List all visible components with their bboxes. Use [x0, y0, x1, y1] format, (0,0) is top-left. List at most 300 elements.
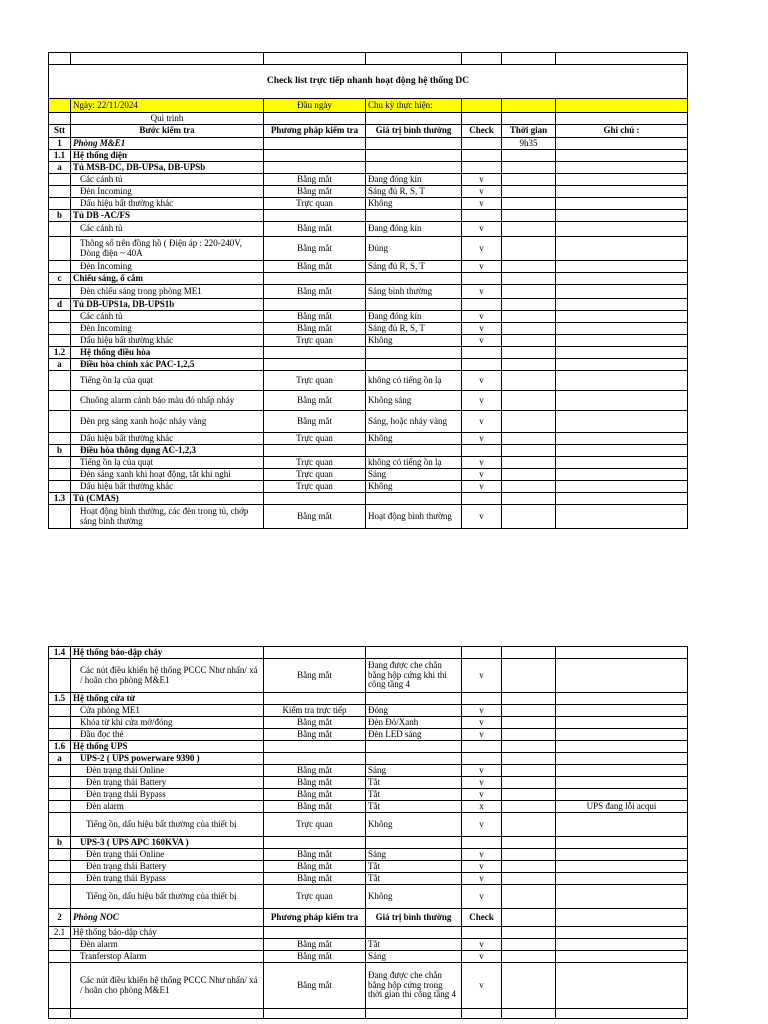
cell-time	[502, 391, 556, 411]
cell-check	[462, 162, 502, 174]
cell-time	[502, 222, 556, 237]
cell-stt	[49, 873, 71, 885]
cell-method: Bằng mắt	[264, 801, 366, 813]
cell-check	[462, 837, 502, 849]
cell-method: Bằng mắt	[264, 939, 366, 951]
cell-stt: 1	[49, 138, 71, 150]
document-title: Check list trực tiếp nhanh hoạt động hệ thống DC	[49, 65, 688, 99]
cell-note	[556, 717, 688, 729]
cell-time	[502, 150, 556, 162]
cell-time	[502, 347, 556, 359]
cell-check	[462, 138, 502, 150]
cell-step: Dấu hiệu bất thường khác	[71, 481, 264, 493]
cell-note	[556, 210, 688, 222]
cell-stt	[49, 285, 71, 299]
cell-check: v	[462, 481, 502, 493]
cell-note	[556, 873, 688, 885]
cell-method	[264, 138, 366, 150]
cell-time	[502, 411, 556, 433]
cell-time	[502, 777, 556, 789]
cell-note	[556, 729, 688, 741]
cell-note	[556, 273, 688, 285]
cell-check: v	[462, 411, 502, 433]
cell-note: UPS đang lỗi acqui	[556, 801, 688, 813]
cell-method: Bằng mắt	[264, 729, 366, 741]
cell-stt	[49, 885, 71, 909]
table-row	[49, 433, 688, 445]
cell-note	[556, 813, 688, 837]
cell-note	[556, 849, 688, 861]
table-row	[49, 885, 688, 909]
cell-check: v	[462, 729, 502, 741]
cell-time	[502, 433, 556, 445]
cell-normal: Tắt	[366, 801, 462, 813]
cell-normal	[366, 493, 462, 505]
table-row	[49, 481, 688, 493]
cell-time	[502, 765, 556, 777]
table-row	[49, 717, 688, 729]
table-row	[49, 162, 688, 174]
cell-step: Các cánh tủ	[71, 174, 264, 186]
cell-step: Tủ DB-UPS1a, DB-UPS1b	[71, 299, 264, 311]
cell-stt: 1.2	[49, 347, 71, 359]
column-header-row	[49, 125, 688, 138]
cell-time	[502, 162, 556, 174]
cell-stt: a	[49, 162, 71, 174]
cell-check: v	[462, 885, 502, 909]
cell-stt	[49, 323, 71, 335]
header-note: Ghi chú :	[556, 125, 688, 138]
cell-method: Trực quan	[264, 457, 366, 469]
cell-time	[502, 909, 556, 927]
cell-check	[462, 693, 502, 705]
cell-method: Kiểm tra trực tiếp	[264, 705, 366, 717]
cell-time	[502, 505, 556, 529]
cell-stt	[49, 335, 71, 347]
cell-time	[502, 335, 556, 347]
cell-normal: Sáng bình thường	[366, 285, 462, 299]
cell-normal: không có tiếng ồn lạ	[366, 457, 462, 469]
cell-method: Bằng mắt	[264, 174, 366, 186]
cell-step: Tiếng ồn lạ của quạt	[71, 457, 264, 469]
cell-step: Đèn trạng thái Online	[71, 849, 264, 861]
table-row	[49, 505, 688, 529]
cell-normal: không có tiếng ồn lạ	[366, 371, 462, 391]
cell-time	[502, 371, 556, 391]
cell-stt: c	[49, 273, 71, 285]
cell-note	[556, 371, 688, 391]
cell-note	[556, 411, 688, 433]
cell-time	[502, 963, 556, 1009]
cell-time	[502, 873, 556, 885]
table-row	[49, 951, 688, 963]
cell-normal: Hoạt động bình thường	[366, 505, 462, 529]
cell-step: Hệ thống điều hòa	[71, 347, 264, 359]
cell-time	[502, 705, 556, 717]
cell-check: v	[462, 457, 502, 469]
cell-stt: 1.3	[49, 493, 71, 505]
cell-stt	[49, 311, 71, 323]
cell-normal	[366, 359, 462, 371]
cell-normal: Không	[366, 885, 462, 909]
checklist-table-page-2	[48, 646, 688, 1019]
header-normal-value: Giá trị bình thường	[366, 125, 462, 138]
cell-normal: Sáng	[366, 469, 462, 481]
cell-note	[556, 505, 688, 529]
cell-check: Check	[462, 909, 502, 927]
cell-check: v	[462, 939, 502, 951]
cell-method	[264, 445, 366, 457]
cell-check: v	[462, 705, 502, 717]
cell-time	[502, 198, 556, 210]
cell-step: UPS-3 ( UPS APC 160KVA )	[71, 837, 264, 849]
cell-time	[502, 659, 556, 693]
table-row	[49, 789, 688, 801]
table-row	[49, 873, 688, 885]
table-row	[49, 347, 688, 359]
cell-method	[264, 273, 366, 285]
header-method: Phương pháp kiểm tra	[264, 125, 366, 138]
cell-time	[502, 299, 556, 311]
cell-method	[264, 493, 366, 505]
table-row	[49, 261, 688, 273]
cell-method: Bằng mắt	[264, 849, 366, 861]
cell-note	[556, 927, 688, 939]
cell-normal: Không sáng	[366, 391, 462, 411]
table-row	[49, 311, 688, 323]
cell-stt	[49, 186, 71, 198]
table-row	[49, 765, 688, 777]
table-row	[49, 963, 688, 1009]
cell-stt: b	[49, 445, 71, 457]
cell-method	[264, 753, 366, 765]
cell-method: Bằng mắt	[264, 861, 366, 873]
cell-time	[502, 237, 556, 261]
cell-note	[556, 323, 688, 335]
cell-method	[264, 647, 366, 659]
cell-step: Tủ DB -AC/FS	[71, 210, 264, 222]
cell-method: Bằng mắt	[264, 963, 366, 1009]
cell-normal: Tắt	[366, 777, 462, 789]
table-row	[49, 813, 688, 837]
cell-check	[462, 753, 502, 765]
table-row	[49, 693, 688, 705]
cell-note	[556, 347, 688, 359]
cell-note	[556, 753, 688, 765]
cell-note	[556, 861, 688, 873]
cell-time	[502, 285, 556, 299]
table-row	[49, 659, 688, 693]
cell-stt	[49, 222, 71, 237]
cell-method: Bằng mắt	[264, 285, 366, 299]
cell-stt	[49, 411, 71, 433]
cell-check	[462, 445, 502, 457]
cell-step: Chiếu sáng, ổ cắm	[71, 273, 264, 285]
cell-stt	[49, 261, 71, 273]
table-row	[49, 849, 688, 861]
cell-method: Phương pháp kiểm tra	[264, 909, 366, 927]
cell-note	[556, 693, 688, 705]
cell-step: Các nút điều khiển hệ thống PCCC Như nhấn/ xả / hoãn cho phòng M&E1	[71, 659, 264, 693]
cell-step: Đèn prg sáng xanh hoặc nháy vàng	[71, 411, 264, 433]
cell-method: Bằng mắt	[264, 311, 366, 323]
cell-normal	[366, 138, 462, 150]
cell-step: Đèn trạng thái Battery	[71, 861, 264, 873]
table-row	[49, 445, 688, 457]
cell-method: Trực quan	[264, 885, 366, 909]
cell-check: v	[462, 237, 502, 261]
cell-stt	[49, 433, 71, 445]
table-row	[49, 753, 688, 765]
cell-stt: 2	[49, 909, 71, 927]
cell-check: v	[462, 174, 502, 186]
cell-check: v	[462, 813, 502, 837]
cell-normal	[366, 647, 462, 659]
cell-time	[502, 186, 556, 198]
cell-check: v	[462, 789, 502, 801]
cell-normal: Đóng	[366, 705, 462, 717]
cell-step: Cửa phòng ME1	[71, 705, 264, 717]
cell-note	[556, 741, 688, 753]
table-row	[49, 729, 688, 741]
table-row	[49, 741, 688, 753]
cell-method	[264, 299, 366, 311]
cell-time	[502, 729, 556, 741]
cell-normal: Không	[366, 481, 462, 493]
cell-check	[462, 273, 502, 285]
cell-method	[264, 162, 366, 174]
cell-time	[502, 273, 556, 285]
cell-stt: d	[49, 299, 71, 311]
cell-normal: Tắt	[366, 789, 462, 801]
cell-time	[502, 174, 556, 186]
cell-step: Dấu hiệu bất thường khác	[71, 335, 264, 347]
cell-note	[556, 138, 688, 150]
cell-check: v	[462, 717, 502, 729]
cell-normal	[366, 299, 462, 311]
cell-normal	[366, 150, 462, 162]
cell-method: Bằng mắt	[264, 873, 366, 885]
table-row	[49, 210, 688, 222]
cell-note	[556, 445, 688, 457]
header-check: Check	[462, 125, 502, 138]
cell-stt: a	[49, 753, 71, 765]
cell-note	[556, 335, 688, 347]
cell-note	[556, 705, 688, 717]
cell-stt	[49, 481, 71, 493]
cell-stt	[49, 705, 71, 717]
cell-note	[556, 659, 688, 693]
cell-check: v	[462, 951, 502, 963]
table-row	[49, 647, 688, 659]
table-row	[49, 469, 688, 481]
cell-step: Điều hòa chính xác PAC-1,2,5	[71, 359, 264, 371]
cell-stt	[49, 963, 71, 1009]
cell-normal: Sáng	[366, 951, 462, 963]
cell-note	[556, 789, 688, 801]
cell-time	[502, 1009, 556, 1019]
cell-stt	[49, 174, 71, 186]
cell-method: Bằng mắt	[264, 505, 366, 529]
cell-step: Đèn Incoming	[71, 186, 264, 198]
table-row	[49, 777, 688, 789]
table-row	[49, 939, 688, 951]
cell-check: v	[462, 659, 502, 693]
cell-step: Chuông alarm cảnh báo màu đỏ nhấp nháy	[71, 391, 264, 411]
cell-stt	[49, 1009, 71, 1019]
blank-top-row	[49, 53, 688, 65]
cell-stt	[49, 659, 71, 693]
cell-stt	[49, 861, 71, 873]
cell-check: v	[462, 765, 502, 777]
date-row	[49, 99, 688, 113]
cell-method: Bằng mắt	[264, 789, 366, 801]
table-row	[49, 198, 688, 210]
cell-step: Hoạt động bình thường, các đèn trong tủ, chớp sáng bình thường	[71, 505, 264, 529]
cell-method: Bằng mắt	[264, 765, 366, 777]
cell-normal: Giá trị bình thường	[366, 909, 462, 927]
cell-check: v	[462, 198, 502, 210]
checklist-table-page-1	[48, 52, 688, 529]
cell-step: Các cánh tủ	[71, 311, 264, 323]
cell-note	[556, 186, 688, 198]
cell-stt	[49, 777, 71, 789]
cell-check: v	[462, 777, 502, 789]
cell-check: v	[462, 222, 502, 237]
cell-method	[264, 1009, 366, 1019]
cell-stt	[49, 789, 71, 801]
cell-note	[556, 647, 688, 659]
cell-note	[556, 285, 688, 299]
cell-method	[264, 150, 366, 162]
cell-time	[502, 457, 556, 469]
cell-normal	[366, 347, 462, 359]
cell-step: Hệ thống báo-dập cháy	[71, 927, 264, 939]
table-row	[49, 222, 688, 237]
cell-stt	[49, 951, 71, 963]
cell-step: Dấu hiệu bất thường khác	[71, 198, 264, 210]
cell-check: v	[462, 849, 502, 861]
cell-normal: Không	[366, 813, 462, 837]
cell-time	[502, 849, 556, 861]
cell-normal: Đang đóng kín	[366, 174, 462, 186]
cell-method: Bằng mắt	[264, 237, 366, 261]
cell-check	[462, 210, 502, 222]
cell-normal: Tắt	[366, 939, 462, 951]
cell-check: v	[462, 285, 502, 299]
cell-check: v	[462, 469, 502, 481]
cell-normal: Đúng	[366, 237, 462, 261]
header-time: Thời gian	[502, 125, 556, 138]
cell-step: Đèn trạng thái Battery	[71, 777, 264, 789]
cell-time	[502, 789, 556, 801]
cell-step: Khóa từ khi cửa mở/đóng	[71, 717, 264, 729]
cell-method: Trực quan	[264, 469, 366, 481]
cell-step: Các cánh tủ	[71, 222, 264, 237]
cell-note	[556, 493, 688, 505]
cell-check: v	[462, 335, 502, 347]
table-row	[49, 801, 688, 813]
cell-note	[556, 481, 688, 493]
table-row	[49, 705, 688, 717]
cell-note	[556, 777, 688, 789]
cell-time	[502, 359, 556, 371]
cell-time	[502, 813, 556, 837]
cell-check	[462, 359, 502, 371]
cell-stt	[49, 391, 71, 411]
cell-check: v	[462, 311, 502, 323]
cell-check: v	[462, 433, 502, 445]
cell-stt	[49, 717, 71, 729]
cell-stt: 1.1	[49, 150, 71, 162]
cell-method: Trực quan	[264, 433, 366, 445]
cell-time	[502, 861, 556, 873]
cell-normal	[366, 162, 462, 174]
cell-normal	[366, 1009, 462, 1019]
cell-normal: Đang được che chắn bằng hộp cứng khi thi công tầng 4	[366, 659, 462, 693]
cell-step: Điều hòa thông dụng AC-1,2,3	[71, 445, 264, 457]
title-row	[49, 65, 688, 99]
cell-method	[264, 210, 366, 222]
cell-note	[556, 237, 688, 261]
table-row	[49, 186, 688, 198]
cell-normal: Tắt	[366, 861, 462, 873]
cell-method: Trực quan	[264, 198, 366, 210]
header-step: Bước kiểm tra	[71, 125, 264, 138]
cell-normal: Đang đóng kín	[366, 311, 462, 323]
cell-check	[462, 1009, 502, 1019]
cell-note	[556, 457, 688, 469]
cell-step: Tủ (CMAS)	[71, 493, 264, 505]
cell-time	[502, 210, 556, 222]
cell-stt	[49, 237, 71, 261]
cell-note	[556, 311, 688, 323]
cell-note	[556, 198, 688, 210]
table-row	[49, 174, 688, 186]
cell-stt	[49, 198, 71, 210]
cell-check: v	[462, 323, 502, 335]
cell-normal: Sáng đủ R, S, T	[366, 323, 462, 335]
table-row	[49, 299, 688, 311]
cell-method: Bằng mắt	[264, 951, 366, 963]
cell-time	[502, 717, 556, 729]
cell-check	[462, 150, 502, 162]
cell-normal: Sáng	[366, 849, 462, 861]
cell-method: Bằng mắt	[264, 391, 366, 411]
cell-normal: Sáng, hoặc nháy vàng	[366, 411, 462, 433]
cell-check: v	[462, 963, 502, 1009]
cell-stt: 1.5	[49, 693, 71, 705]
cell-method: Bằng mắt	[264, 777, 366, 789]
table-row	[49, 285, 688, 299]
cell-stt	[49, 371, 71, 391]
cell-note	[556, 837, 688, 849]
cell-step: Hệ thống điện	[71, 150, 264, 162]
cell-step: Đèn sáng xanh khi hoạt động, tắt khi nghỉ	[71, 469, 264, 481]
cell-normal	[366, 741, 462, 753]
cell-step: Các nút điều khiển hệ thống PCCC Như nhấn/ xả / hoãn cho phòng M&E1	[71, 963, 264, 1009]
table-row	[49, 411, 688, 433]
cell-note	[556, 951, 688, 963]
cell-note	[556, 433, 688, 445]
cell-check: v	[462, 391, 502, 411]
cell-normal: Đèn Đỏ/Xanh	[366, 717, 462, 729]
cell-time	[502, 837, 556, 849]
cell-normal: Đèn LED sáng	[366, 729, 462, 741]
cell-step: Đèn trạng thái Bypass	[71, 873, 264, 885]
cell-note	[556, 150, 688, 162]
cell-method	[264, 693, 366, 705]
